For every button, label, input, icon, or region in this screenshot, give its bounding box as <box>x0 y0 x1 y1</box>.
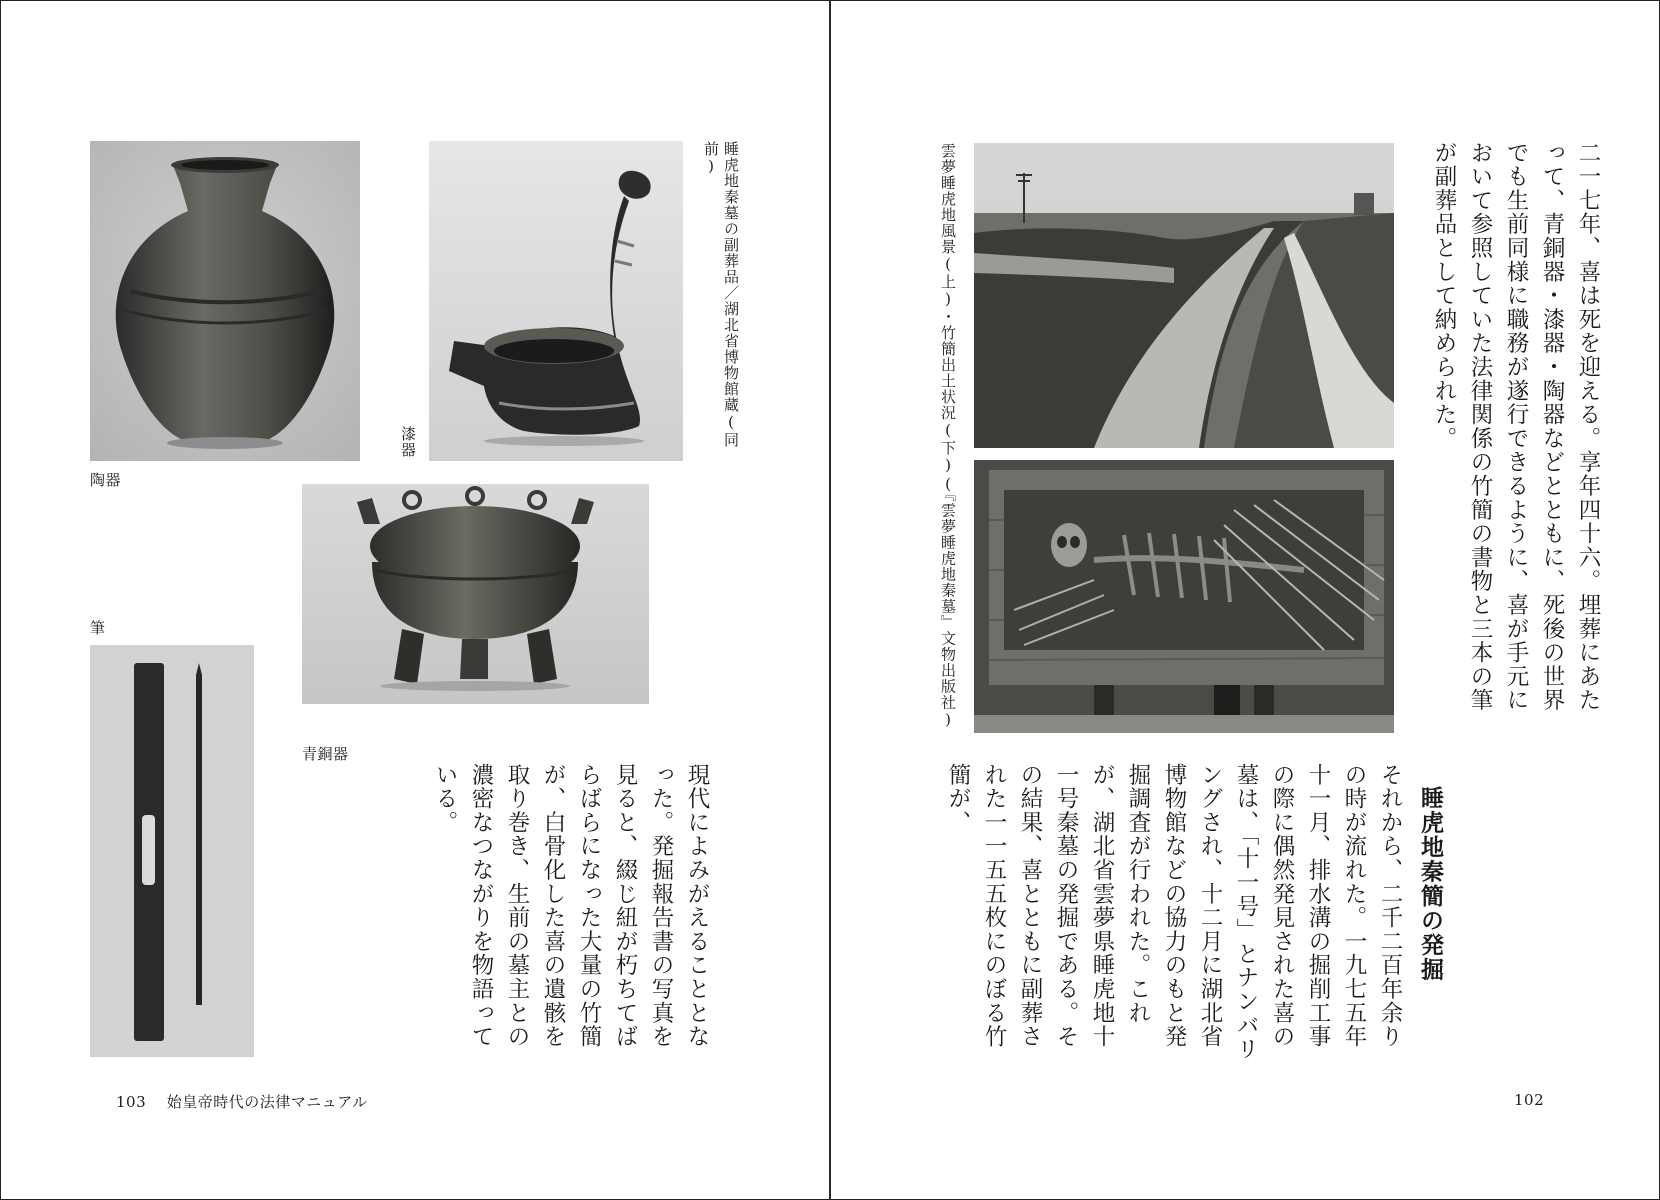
right-figure-caption: 雲夢睡虎地風景(上)・竹簡出土状況(下)(『雲夢睡虎地秦墓』文物出版社) <box>939 143 957 730</box>
right-body-text-top: 二一七年、喜は死を迎える。享年四十六。埋葬にあたって、青銅器・漆器・陶器などとともに、死後の世界でも生前同様に職務が遂行できるように、喜が手元において参照していた法律関係の竹簡の書物と三本の筆が副葬品として納められた。 <box>1431 141 1601 713</box>
running-title: 始皇帝時代の法律マニュアル <box>166 1093 368 1111</box>
pottery-label: 陶器 <box>90 471 122 489</box>
section-heading: 睡虎地秦簡の発掘 <box>1417 786 1443 982</box>
page-number: 103 <box>116 1093 147 1111</box>
page-gutter <box>829 0 831 1200</box>
left-figure-caption: 睡虎地秦墓の副葬品／湖北省博物館蔵(同前) <box>702 141 740 448</box>
landscape-photo <box>974 143 1394 448</box>
right-folio: 102 <box>1514 1091 1545 1109</box>
left-body-text: 現代によみがえることとなった。発掘報告書の写真を見ると、綴じ紐が朽ちてばらばらになった大量の竹簡が、白骨化した喜の遺骸を取り巻き、生前の墓主との濃密なつながりを物語っている。 <box>432 763 710 1049</box>
pottery-vase-photo <box>90 141 360 461</box>
right-body-text-bottom: それから、二千二百年余りの時が流れた。一九七五年十一月、排水溝の掘削工事の際に偶然発見された喜の墓は、「十一号」とナンバリングされ、十二月に湖北省博物館などの協力のもと発掘調査が行われた。これが、湖北省雲夢県睡虎地十一号秦墓の発掘である。その結果、喜とともに副葬された一一五五枚にのぼる竹簡が、 <box>945 763 1403 1062</box>
bronze-ding-photo <box>302 484 649 704</box>
lacquer-bird-cup-photo <box>429 141 683 461</box>
left-folio <box>116 1091 368 1112</box>
left-page <box>1 1 829 1198</box>
lacquerware-label: 漆器 <box>399 426 417 458</box>
right-page <box>832 1 1659 1198</box>
bronzeware-label: 青銅器 <box>302 745 349 763</box>
brush-photo <box>90 645 254 1057</box>
brush-label: 筆 <box>90 619 106 637</box>
excavation-photo <box>974 460 1394 733</box>
